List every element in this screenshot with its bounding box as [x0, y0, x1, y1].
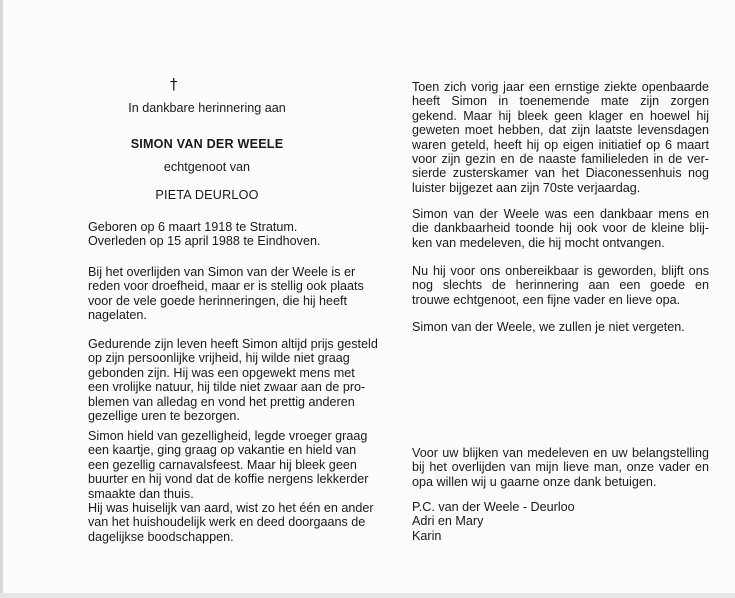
- deceased-name: SIMON VAN DER WEELE: [130, 137, 284, 151]
- text-line: nagelaten.: [88, 308, 147, 323]
- cross-symbol: †: [170, 75, 178, 93]
- text-line: luister bijgezet aan zijn 70ste verjaardag.: [412, 180, 641, 195]
- text-line: een kaartje, ging graag op vakantie en hield van: [88, 443, 357, 458]
- spouse-name: PIETA DEURLOO: [155, 188, 259, 202]
- intro-text: In dankbare herinnering aan: [128, 101, 286, 115]
- text-line: buurter en hij vond dat de koffie nergens lekkerder: [88, 472, 369, 487]
- right-paragraph-2: [412, 207, 709, 250]
- right-paragraph-3: [412, 264, 709, 307]
- text-line: nog slechts de herinnering aan een goede en: [412, 278, 709, 293]
- card-bottom-edge: [0, 593, 735, 598]
- text-line: Voor uw blijken van medeleven en uw belangstelling: [412, 446, 709, 460]
- death-line: Overleden op 15 april 1988 te Eindhoven.: [88, 234, 321, 248]
- text-line: opa willen wij u gaarne onze dank betuigen.: [412, 474, 657, 489]
- signature-line: Adri en Mary: [412, 514, 484, 529]
- text-line: reden voor droefheid, maar er is stellig ook plaats: [88, 279, 364, 294]
- text-line: voor zijn gezin en de naaste familieleden in de ver-: [412, 152, 709, 167]
- text-line: een vrolijke natuur, hij tilde niet zwaar aan de pro-: [88, 380, 366, 395]
- text-line: gezellige uren te bezorgen.: [88, 409, 240, 424]
- text-line: gekend. Maar hij bleek geen klager en hoewel hij: [412, 108, 709, 123]
- text-line: smaakte dan thuis.: [88, 486, 194, 501]
- signatures: [412, 500, 709, 543]
- text-line: Nu hij voor ons onbereikbaar is geworden, blijft ons: [412, 264, 709, 278]
- text-line: heeft Simon in toenemende mate zijn zorgen: [412, 94, 709, 109]
- right-paragraph-1: [412, 80, 709, 195]
- card-left-edge: [0, 0, 3, 598]
- text-line: Toen zich vorig jaar een ernstige ziekte openbaarde: [412, 80, 709, 94]
- text-line: waren geteld, heeft hij op eigen initiatief op 6 maart: [412, 137, 709, 152]
- text-line: gebonden zijn. Hij was een opgewekt mens met: [88, 365, 355, 380]
- text-line: dagelijkse boodschappen.: [88, 529, 234, 544]
- text-line: die dankbaarheid toonde hij ook voor de kleine blij-: [412, 221, 709, 236]
- text-line: blemen van alledag en vond het prettig anderen: [88, 394, 355, 409]
- text-line: een gezellig carnavalsfeest. Maar hij bleek geen: [88, 457, 357, 472]
- text-line: trouwe echtgenoot, een fijne vader en lieve opa.: [412, 292, 681, 307]
- birth-line: Geboren op 6 maart 1918 te Stratum.: [88, 220, 298, 234]
- text-line: Gedurende zijn leven heeft Simon altijd prijs gesteld: [88, 337, 378, 351]
- thanks-paragraph: [412, 446, 709, 489]
- signature-line: Karin: [412, 528, 442, 543]
- text-line: Hij was huiselijk van aard, wist zo het één en ander: [88, 501, 374, 516]
- text-line: van het huishoudelijk werk en deed doorgaans de: [88, 515, 366, 530]
- left-paragraph-1: [88, 265, 364, 323]
- signature-line: P.C. van der Weele - Deurloo: [412, 500, 575, 514]
- text-line: Simon hield van gezelligheid, legde vroeger graag: [88, 429, 368, 443]
- text-line: Bij het overlijden van Simon van der Weele is er: [88, 265, 356, 279]
- text-line: bij het overlijden van mijn lieve man, onze vader en: [412, 460, 709, 475]
- text-line: sierde zusterskamer van het Diaconessenhuis nog: [412, 166, 709, 181]
- text-line: voor de vele goede herinneringen, die hij heeft: [88, 293, 348, 308]
- text-line: ken van medeleven, die hij mocht ontvangen.: [412, 235, 665, 250]
- text-line: Simon van der Weele was een dankbaar mens en: [412, 207, 709, 221]
- closing-line: Simon van der Weele, we zullen je niet vergeten.: [412, 320, 685, 334]
- left-paragraph-3: [88, 429, 374, 544]
- spouse-intro: echtgenoot van: [163, 160, 251, 174]
- text-line: geweten moet hebben, dat zijn laatste levensdagen: [412, 123, 709, 138]
- text-line: op zijn persoonlijke vrijheid, hij wilde niet graag: [88, 351, 350, 366]
- left-paragraph-2: [88, 337, 378, 424]
